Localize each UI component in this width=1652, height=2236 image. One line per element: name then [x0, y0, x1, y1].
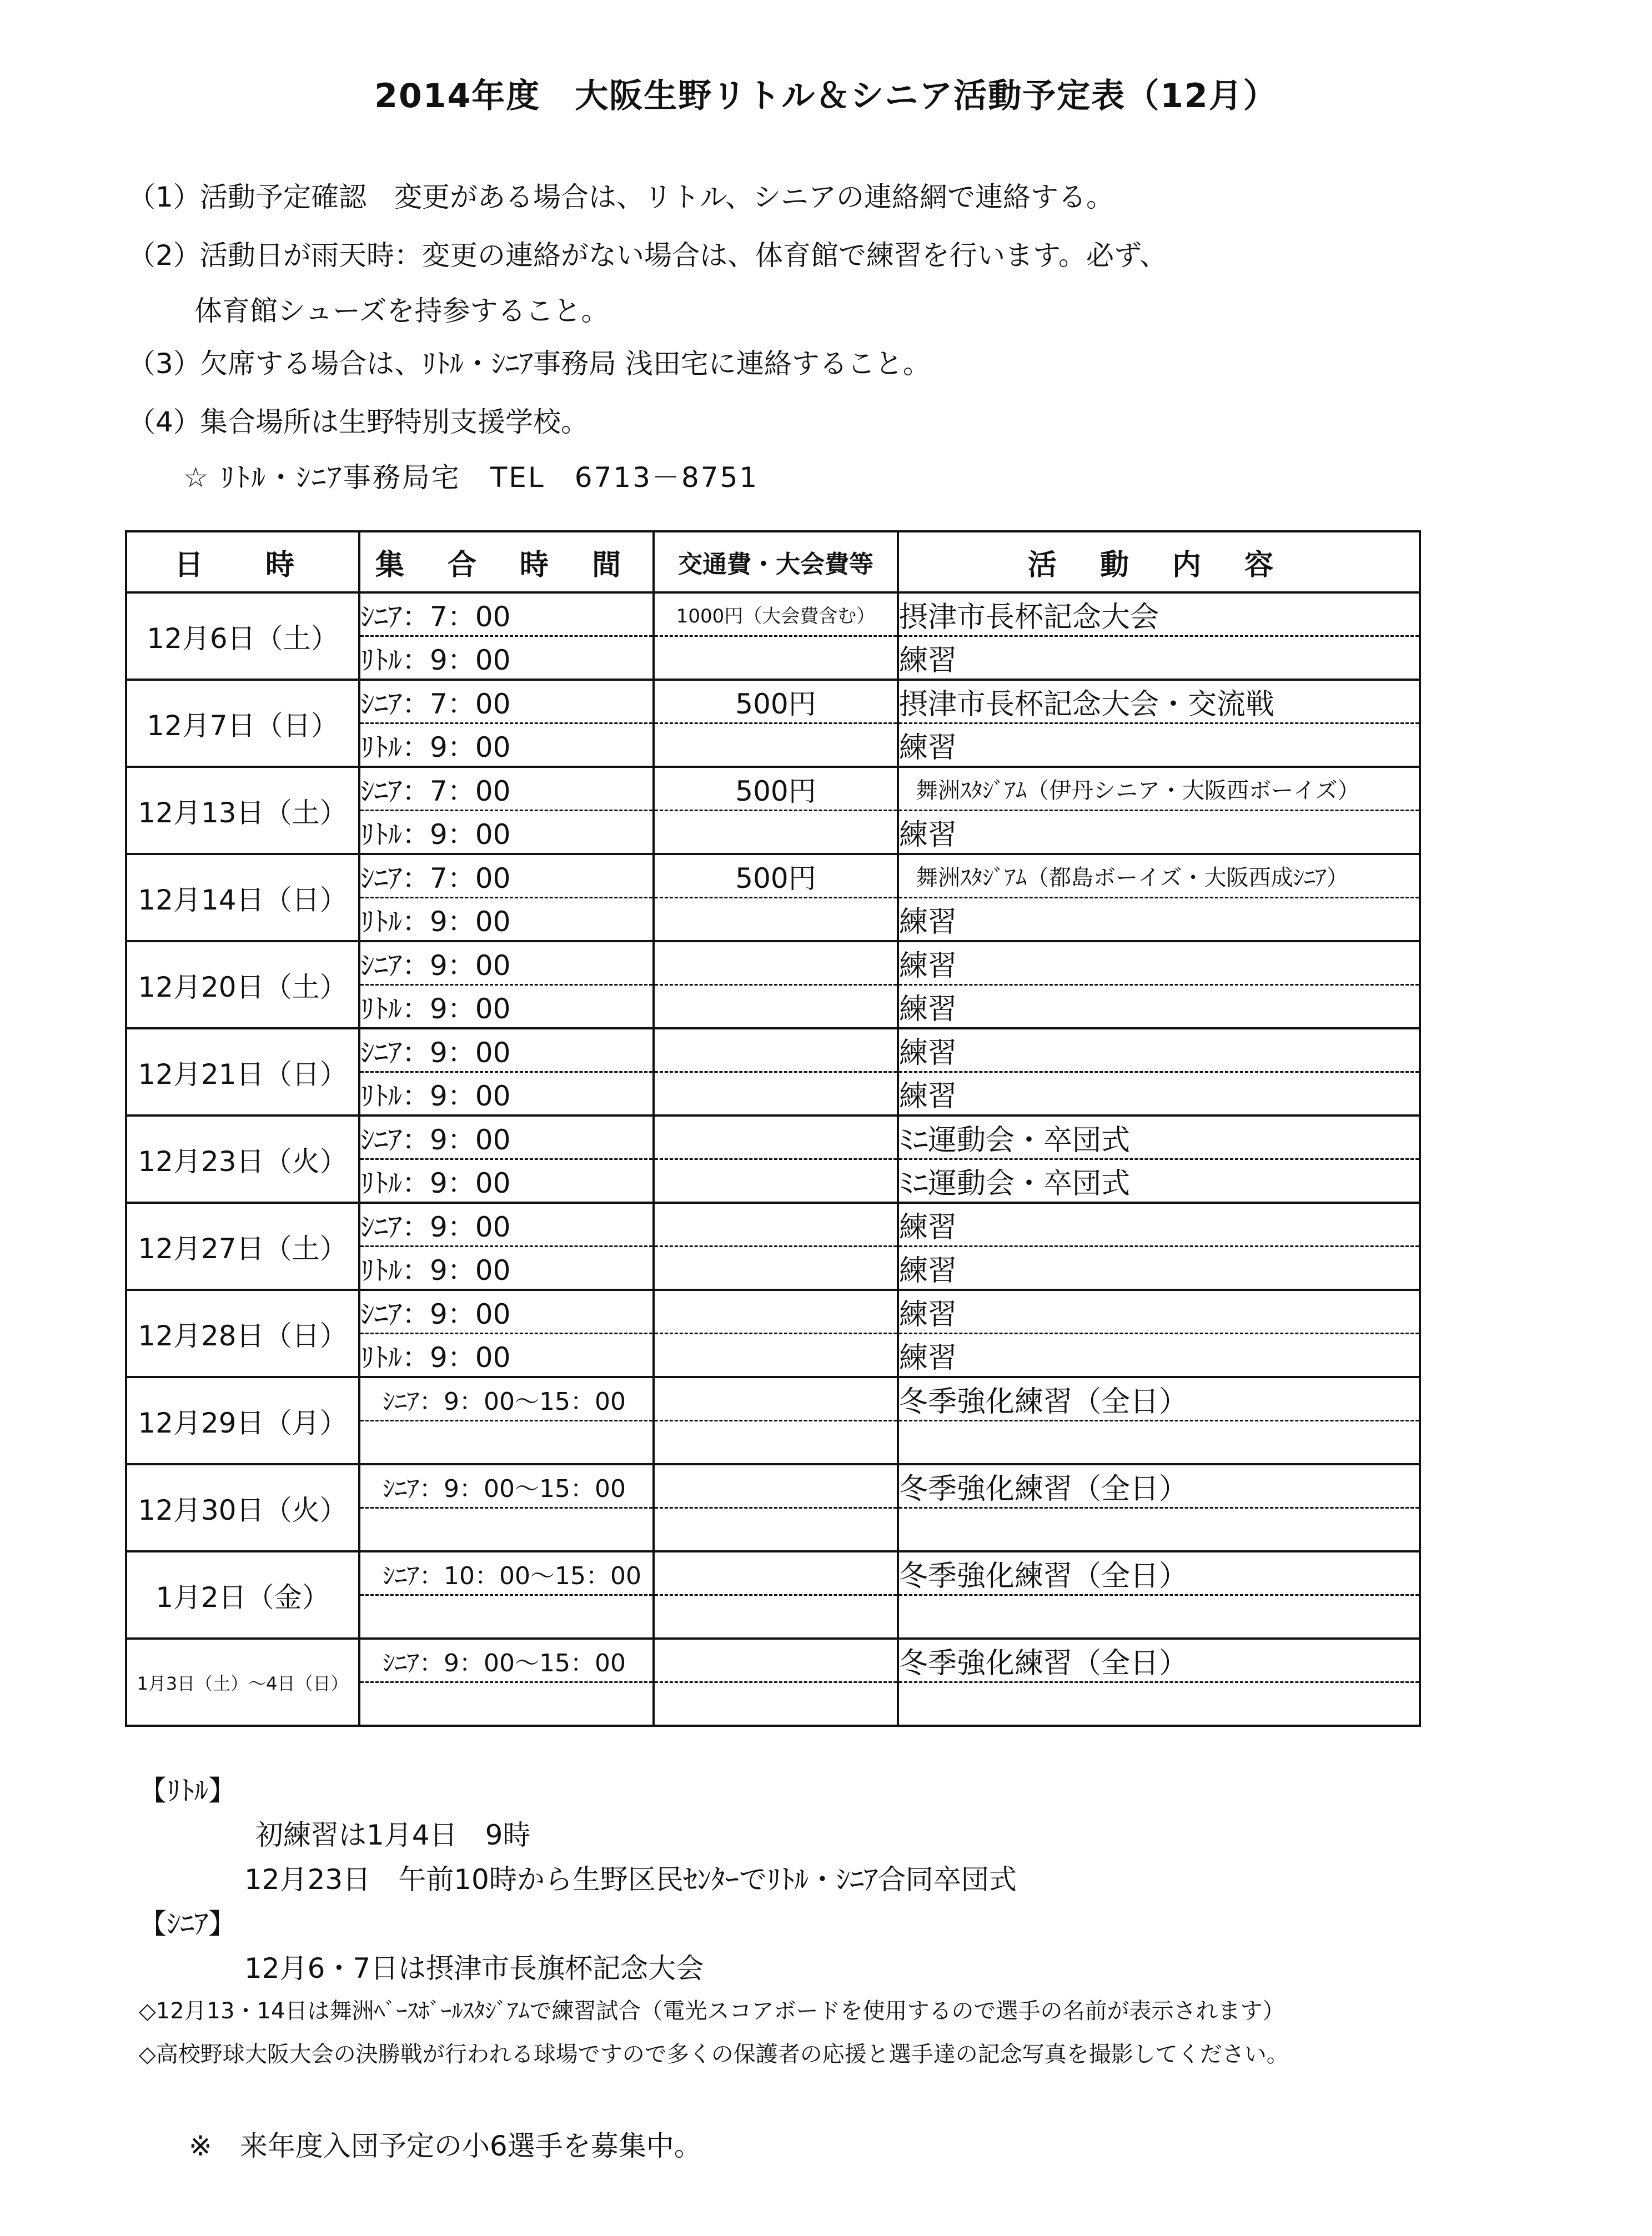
header-date: 日 時: [126, 531, 359, 592]
little-meeting-time: ﾘﾄﾙ：9：00: [359, 1334, 654, 1378]
little-meeting-time: [359, 1421, 654, 1465]
little-meeting-time: ﾘﾄﾙ：9：00: [359, 723, 654, 767]
row-date: 12月7日（日）: [126, 680, 359, 767]
schedule-row: [126, 1551, 1420, 1595]
little-meeting-time: ﾘﾄﾙ：9：00: [359, 985, 654, 1029]
little-meeting-time: ﾘﾄﾙ：9：00: [359, 1159, 654, 1203]
little-meeting-time: [359, 1595, 654, 1639]
senior-meeting-time: ｼﾆｱ：7：00: [359, 854, 654, 898]
fee-cell: [654, 1028, 898, 1072]
fee-cell: [654, 1639, 898, 1682]
fee-cell: 500円: [654, 680, 898, 723]
senior-line: 12月6・7日は摂津市長旗杯記念大会: [244, 1952, 704, 1984]
activity-little: [898, 1508, 1420, 1552]
bullet-note: ◇高校野球大阪大会の決勝戦が行われる球場ですので多くの保護者の応援と選手達の記念写真を撮影してください。: [139, 2042, 1289, 2067]
office-tel-line: ☆ ﾘﾄﾙ・ｼﾆｱ事務局宅 TEL 6713－8751: [183, 461, 759, 494]
note-number: （3）: [128, 348, 201, 380]
activity-little: 練習: [898, 898, 1420, 942]
row-date: 12月13日（土）: [126, 767, 359, 854]
fee-cell: [654, 1682, 898, 1726]
fee-cell: [654, 985, 898, 1029]
note-3: [128, 341, 931, 381]
activity-little: [898, 1682, 1420, 1726]
activity-senior: 練習: [898, 1290, 1420, 1334]
row-date: 1月3日（土）～4日（日）: [126, 1639, 359, 1726]
little-meeting-time: [359, 1682, 654, 1726]
little-line: 12月23日 午前10時から生野区民ｾﾝﾀｰでﾘﾄﾙ・ｼﾆｱ合同卒団式: [244, 1863, 1017, 1896]
activity-senior: 冬季強化練習（全日）: [898, 1639, 1420, 1682]
row-date: 12月27日（土）: [126, 1203, 359, 1290]
table-header-row: [126, 531, 1420, 592]
fee-cell: [654, 1247, 898, 1290]
activity-senior: 摂津市長杯記念大会: [898, 592, 1420, 636]
note-text: 欠席する場合は、ﾘﾄﾙ・ｼﾆｱ事務局 浅田宅に連絡すること。: [200, 348, 931, 380]
fee-cell: [654, 1116, 898, 1159]
recruitment-footer: ※ 来年度入団予定の小6選手を募集中。: [189, 2130, 702, 2162]
senior-meeting-time: ｼﾆｱ：9：00: [359, 1290, 654, 1334]
activity-little: 練習: [898, 811, 1420, 855]
little-line: 初練習は1月4日 9時: [255, 1819, 531, 1851]
little-meeting-time: ﾘﾄﾙ：9：00: [359, 1072, 654, 1116]
activity-senior: 練習: [898, 1028, 1420, 1072]
activity-senior: 冬季強化練習（全日）: [898, 1464, 1420, 1508]
fee-cell: [654, 1595, 898, 1639]
activity-senior: 冬季強化練習（全日）: [898, 1551, 1420, 1595]
note-number: （4）: [128, 406, 201, 438]
fee-cell: [654, 1072, 898, 1116]
page-title: 2014年度 大阪生野リトル＆シニア活動予定表（12月）: [374, 77, 1278, 115]
header-activity: 活 動 内 容: [898, 531, 1420, 592]
schedule-row: [126, 1377, 1420, 1421]
schedule-row: [126, 767, 1420, 811]
bullet-note: ◇12月13・14日は舞洲ﾍﾞｰｽﾎﾞｰﾙｽﾀｼﾞｱﾑで練習試合（電光スコアボードを使用するので選手の名前が表示されます）: [139, 1998, 1285, 2024]
schedule-row: [126, 1290, 1420, 1334]
fee-cell: [654, 941, 898, 985]
note-1: [128, 175, 1114, 215]
little-meeting-time: ﾘﾄﾙ：9：00: [359, 811, 654, 855]
fee-cell: [654, 1551, 898, 1595]
fee-cell: [654, 1421, 898, 1465]
schedule-table: [125, 530, 1421, 1727]
note-text: 活動予定確認 変更がある場合は、リトル、シニアの連絡網で連絡する。: [200, 181, 1114, 213]
row-date: 12月29日（月）: [126, 1377, 359, 1464]
row-date: 12月21日（日）: [126, 1028, 359, 1116]
fee-cell: [654, 1203, 898, 1247]
fee-cell: [654, 1290, 898, 1334]
schedule-row: [126, 1028, 1420, 1072]
senior-meeting-time: ｼﾆｱ：9：00～15：00: [359, 1464, 654, 1508]
activity-little: 練習: [898, 723, 1420, 767]
fee-cell: [654, 1464, 898, 1508]
schedule-row: [126, 1464, 1420, 1508]
fee-cell: [654, 1159, 898, 1203]
row-date: 12月23日（火）: [126, 1116, 359, 1203]
senior-meeting-time: ｼﾆｱ：9：00: [359, 1028, 654, 1072]
row-date: 12月14日（日）: [126, 854, 359, 941]
row-date: 12月20日（土）: [126, 941, 359, 1028]
schedule-row: [126, 1639, 1420, 1682]
activity-senior: 舞洲ｽﾀｼﾞｱﾑ（都島ボーイズ・大阪西成ｼﾆｱ）: [898, 854, 1420, 898]
activity-little: [898, 1421, 1420, 1465]
row-date: 1月2日（金）: [126, 1551, 359, 1639]
schedule-row: [126, 592, 1420, 636]
activity-little: [898, 1595, 1420, 1639]
fee-cell: [654, 723, 898, 767]
senior-meeting-time: ｼﾆｱ：7：00: [359, 767, 654, 811]
activity-senior: 冬季強化練習（全日）: [898, 1377, 1420, 1421]
little-meeting-time: ﾘﾄﾙ：9：00: [359, 636, 654, 680]
note-text: 活動日が雨天時：変更の連絡がない場合は、体育館で練習を行います。必ず、: [200, 239, 1167, 272]
fee-cell: [654, 898, 898, 942]
activity-little: 練習: [898, 1247, 1420, 1290]
note-2-continued: 体育館シューズを持参すること。: [194, 295, 609, 327]
activity-senior: 舞洲ｽﾀｼﾞｱﾑ（伊丹シニア・大阪西ボーイズ）: [898, 767, 1420, 811]
activity-little: 練習: [898, 1072, 1420, 1116]
activity-senior: 練習: [898, 941, 1420, 985]
row-date: 12月30日（火）: [126, 1464, 359, 1551]
activity-little: 練習: [898, 636, 1420, 680]
fee-cell: 500円: [654, 854, 898, 898]
senior-meeting-time: ｼﾆｱ：10：00～15：00: [359, 1551, 654, 1595]
senior-meeting-time: ｼﾆｱ：9：00～15：00: [359, 1639, 654, 1682]
header-meeting-time: 集 合 時 間: [359, 531, 654, 592]
note-4: [128, 400, 589, 440]
little-meeting-time: ﾘﾄﾙ：9：00: [359, 898, 654, 942]
row-date: 12月6日（土）: [126, 592, 359, 680]
senior-meeting-time: ｼﾆｱ：7：00: [359, 592, 654, 636]
schedule-row: [126, 680, 1420, 723]
activity-senior: ﾐﾆ運動会・卒団式: [898, 1116, 1420, 1159]
fee-cell: 1000円（大会費含む）: [654, 592, 898, 636]
fee-cell: [654, 636, 898, 680]
schedule-row: [126, 1116, 1420, 1159]
schedule-row: [126, 1203, 1420, 1247]
senior-meeting-time: ｼﾆｱ：7：00: [359, 680, 654, 723]
fee-cell: [654, 1334, 898, 1378]
senior-meeting-time: ｼﾆｱ：9：00: [359, 1203, 654, 1247]
fee-cell: [654, 1377, 898, 1421]
little-meeting-time: [359, 1508, 654, 1552]
activity-little: ﾐﾆ運動会・卒団式: [898, 1159, 1420, 1203]
fee-cell: 500円: [654, 767, 898, 811]
senior-meeting-time: ｼﾆｱ：9：00: [359, 941, 654, 985]
senior-meeting-time: ｼﾆｱ：9：00～15：00: [359, 1377, 654, 1421]
note-number: （2）: [128, 239, 201, 272]
note-2: [128, 233, 1167, 273]
activity-little: 練習: [898, 985, 1420, 1029]
schedule-row: [126, 941, 1420, 985]
row-date: 12月28日（日）: [126, 1290, 359, 1377]
activity-senior: 練習: [898, 1203, 1420, 1247]
little-meeting-time: ﾘﾄﾙ：9：00: [359, 1247, 654, 1290]
activity-senior: 摂津市長杯記念大会・交流戦: [898, 680, 1420, 723]
fee-cell: [654, 1508, 898, 1552]
note-number: （1）: [128, 181, 201, 213]
senior-meeting-time: ｼﾆｱ：9：00: [359, 1116, 654, 1159]
little-heading: 【ﾘﾄﾙ】: [139, 1775, 236, 1807]
header-fee: 交通費・大会費等: [654, 531, 898, 592]
fee-cell: [654, 811, 898, 855]
senior-heading: 【ｼﾆｱ】: [139, 1908, 236, 1940]
note-text: 集合場所は生野特別支援学校。: [200, 406, 589, 438]
schedule-row: [126, 854, 1420, 898]
activity-little: 練習: [898, 1334, 1420, 1378]
